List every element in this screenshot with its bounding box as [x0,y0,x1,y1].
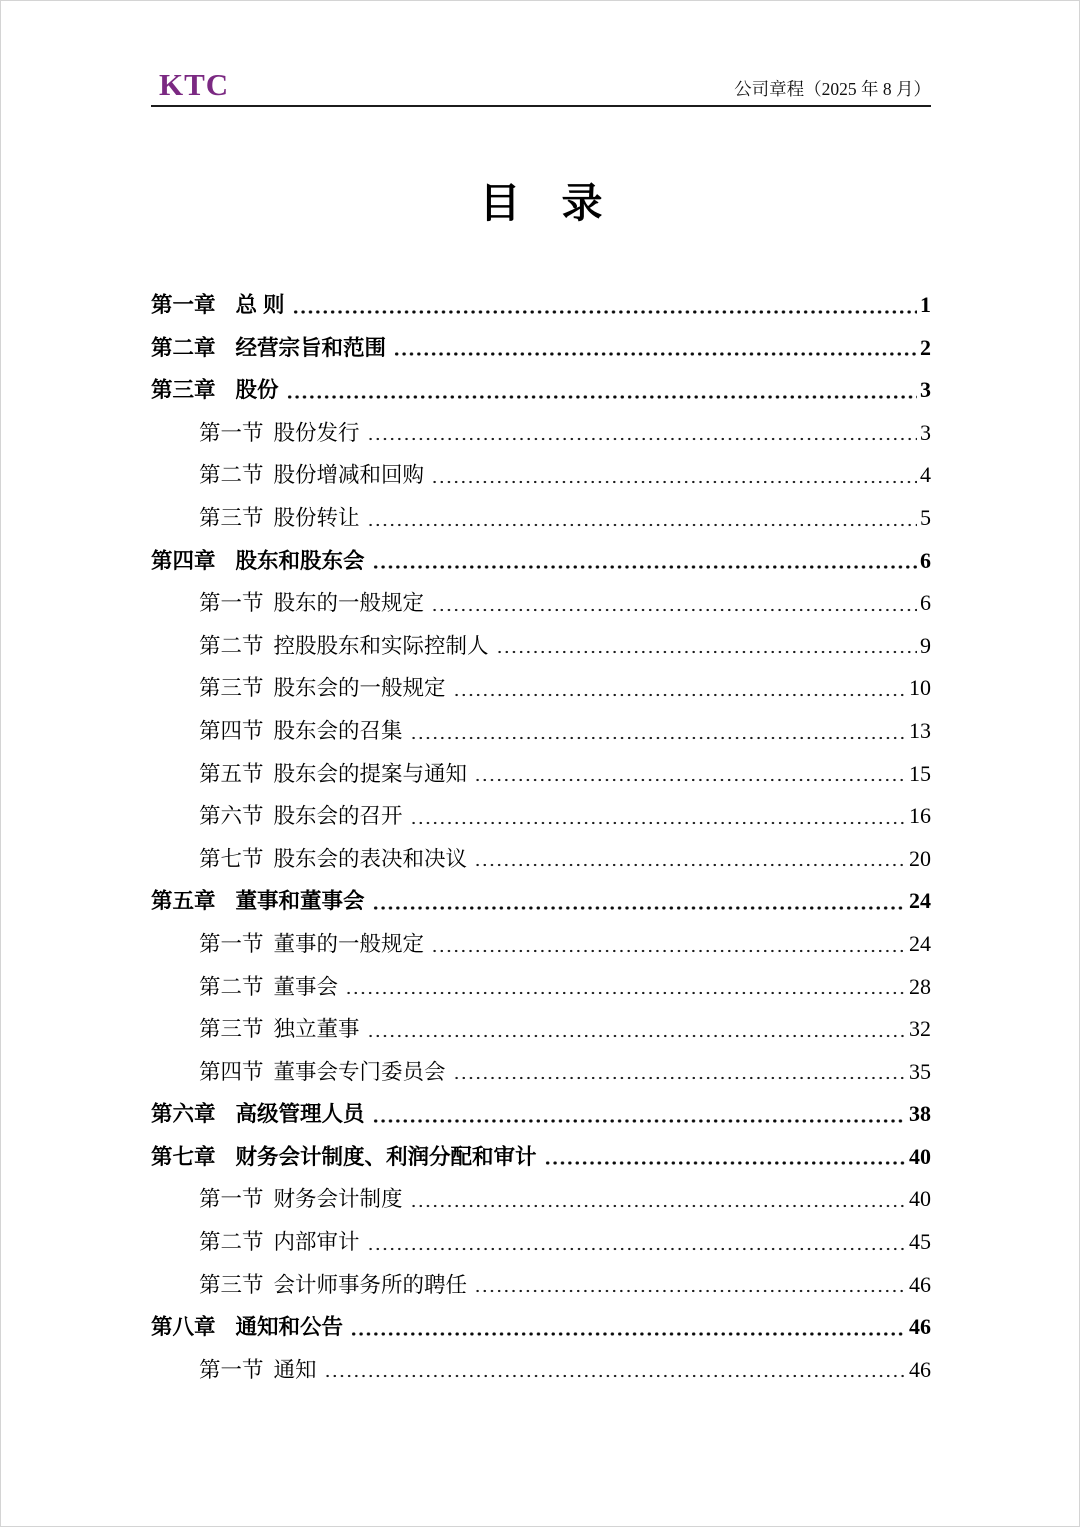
leader-dots [410,795,906,838]
toc-row-title: 控股股东和实际控制人 [273,633,489,658]
toc-row-label: 第二节 [199,1230,264,1255]
toc-row [151,1264,931,1307]
toc-page-number: 3 [920,419,931,445]
toc-row-title: 董事会 [273,974,339,999]
leader-dots [474,753,906,796]
toc-row-title: 董事会专门委员会 [273,1059,446,1084]
toc-page-number: 28 [909,973,931,999]
toc-page-number: 35 [909,1058,931,1084]
toc-page-number: 3 [920,377,931,403]
toc-page-number: 10 [909,675,931,701]
toc-row-title: 股东和股东会 [235,548,365,573]
toc-title: 目 录 [479,180,603,226]
toc-page-number: 46 [909,1356,931,1382]
toc-page-number: 24 [909,888,931,914]
leader-dots [410,1178,906,1221]
toc-row-title: 财务会计制度 [273,1187,403,1212]
leader-dots [393,327,917,370]
leader-dots [431,923,906,966]
toc-row [151,1051,931,1094]
toc-page-number: 40 [909,1143,931,1169]
leader-dots [453,1051,906,1094]
toc-row [151,1349,931,1392]
toc-row-title: 高级管理人员 [235,1102,365,1127]
toc-page-number: 5 [920,504,931,530]
toc-page-number: 9 [920,632,931,658]
leader-dots [431,582,917,625]
toc-row-label: 第三节 [199,676,264,701]
leader-dots [324,1349,906,1392]
toc-row [151,1221,931,1264]
toc-row [151,582,931,625]
toc-row-title: 股份增减和回购 [273,463,425,488]
toc-row [151,667,931,710]
toc-row [151,795,931,838]
toc-row-label: 第一节 [199,420,264,445]
toc-row-title: 股东会的提案与通知 [273,761,468,786]
toc-row-label: 第一章 [151,293,216,317]
toc-row-label: 第七章 [151,1144,216,1169]
toc-row-title: 股东会的表决和决议 [273,846,468,871]
leader-dots [372,880,906,923]
toc-row-label: 第一节 [199,1357,264,1382]
toc-row-title: 股东会的召开 [273,804,403,829]
toc-page-number: 13 [909,717,931,743]
toc-page-number: 4 [920,462,931,488]
toc-row-title: 会计师事务所的聘任 [273,1272,468,1297]
leader-dots [544,1136,906,1179]
toc-row-label: 第四节 [199,1059,264,1084]
leader-dots [410,710,906,753]
toc-row [151,1178,931,1221]
toc-page-number: 40 [909,1186,931,1212]
toc-page-number: 16 [909,803,931,829]
toc-row-label: 第三节 [199,1017,264,1042]
toc-row-title: 股东会的召集 [273,718,403,743]
toc-row-title: 董事的一般规定 [273,931,425,956]
toc-row-label: 第四节 [199,718,264,743]
toc-row-label: 第一节 [199,931,264,956]
toc-page-number: 45 [909,1229,931,1255]
toc-page-number: 32 [909,1016,931,1042]
page-header [151,69,931,107]
toc-page-number: 6 [920,590,931,616]
toc-row [151,880,931,923]
toc-row [151,1136,931,1179]
toc-row [151,625,931,668]
toc-row [151,710,931,753]
toc-row [151,369,931,412]
toc-row [151,540,931,583]
toc-row-title: 股东会的一般规定 [273,676,446,701]
toc-row-title: 独立董事 [273,1017,360,1042]
toc-row-label: 第六章 [151,1102,216,1127]
leader-dots [431,454,917,497]
leader-dots [372,540,917,583]
toc-row-label: 第六节 [199,804,264,829]
leader-dots [292,284,918,327]
toc-row-title: 财务会计制度、利润分配和审计 [235,1144,537,1169]
toc-row [151,454,931,497]
leader-dots [345,966,906,1009]
toc-row-label: 第二节 [199,633,264,658]
toc-page-number: 6 [920,547,931,573]
toc-page-number: 20 [909,845,931,871]
toc-page-number: 46 [909,1314,931,1340]
toc-row-label: 第二章 [151,335,216,360]
toc-page-number: 24 [909,930,931,956]
toc-page-number: 2 [920,334,931,360]
leader-dots [286,369,917,412]
toc-row-label: 第二节 [199,974,264,999]
toc-row-title: 股份发行 [273,420,360,445]
leader-dots [372,1093,906,1136]
toc-row-label: 第三节 [199,1272,264,1297]
toc-row-label: 第五章 [151,889,216,914]
leader-dots [474,838,906,881]
toc-row [151,412,931,455]
toc-row-label: 第一节 [199,1187,264,1212]
toc-list [151,284,931,1391]
toc-row-label: 第八章 [151,1315,216,1340]
document-title-label: 公司章程（2025 年 8 月） [734,79,931,99]
toc-row-title: 经营宗旨和范围 [235,335,387,360]
toc-row-label: 第四章 [151,548,216,573]
toc-row [151,1306,931,1349]
leader-dots [453,667,906,710]
toc-row-title: 通知和公告 [235,1315,344,1340]
leader-dots [496,625,917,668]
toc-row [151,327,931,370]
company-logo: KTC [159,67,230,102]
toc-row [151,1008,931,1051]
toc-row-title: 股份转让 [273,505,360,530]
toc-page-number: 1 [920,292,931,317]
toc-row-title: 股份 [235,378,279,403]
toc-page-number: 15 [909,760,931,786]
toc-row-label: 第五节 [199,761,264,786]
toc-row [151,497,931,540]
toc-row [151,1093,931,1136]
toc-row [151,838,931,881]
toc-row [151,284,931,327]
toc-row-title: 董事和董事会 [235,889,365,914]
page-content [151,1,931,1391]
toc-row-label: 第二节 [199,463,264,488]
leader-dots [367,1221,906,1264]
toc-page-number: 46 [909,1271,931,1297]
toc-row-label: 第三章 [151,378,216,403]
leader-dots [367,1008,906,1051]
toc-row [151,923,931,966]
toc-row [151,966,931,1009]
leader-dots [367,412,917,455]
toc-row-title: 内部审计 [273,1230,360,1255]
toc-row-title: 股东的一般规定 [273,591,425,616]
toc-row [151,753,931,796]
toc-row-label: 第三节 [199,505,264,530]
leader-dots [350,1306,906,1349]
toc-row-label: 第一节 [199,591,264,616]
leader-dots [367,497,917,540]
toc-row-title: 通知 [273,1357,317,1382]
toc-row-title: 总 则 [235,293,285,317]
leader-dots [474,1264,906,1307]
toc-page-number: 38 [909,1101,931,1127]
toc-row-label: 第七节 [199,846,264,871]
